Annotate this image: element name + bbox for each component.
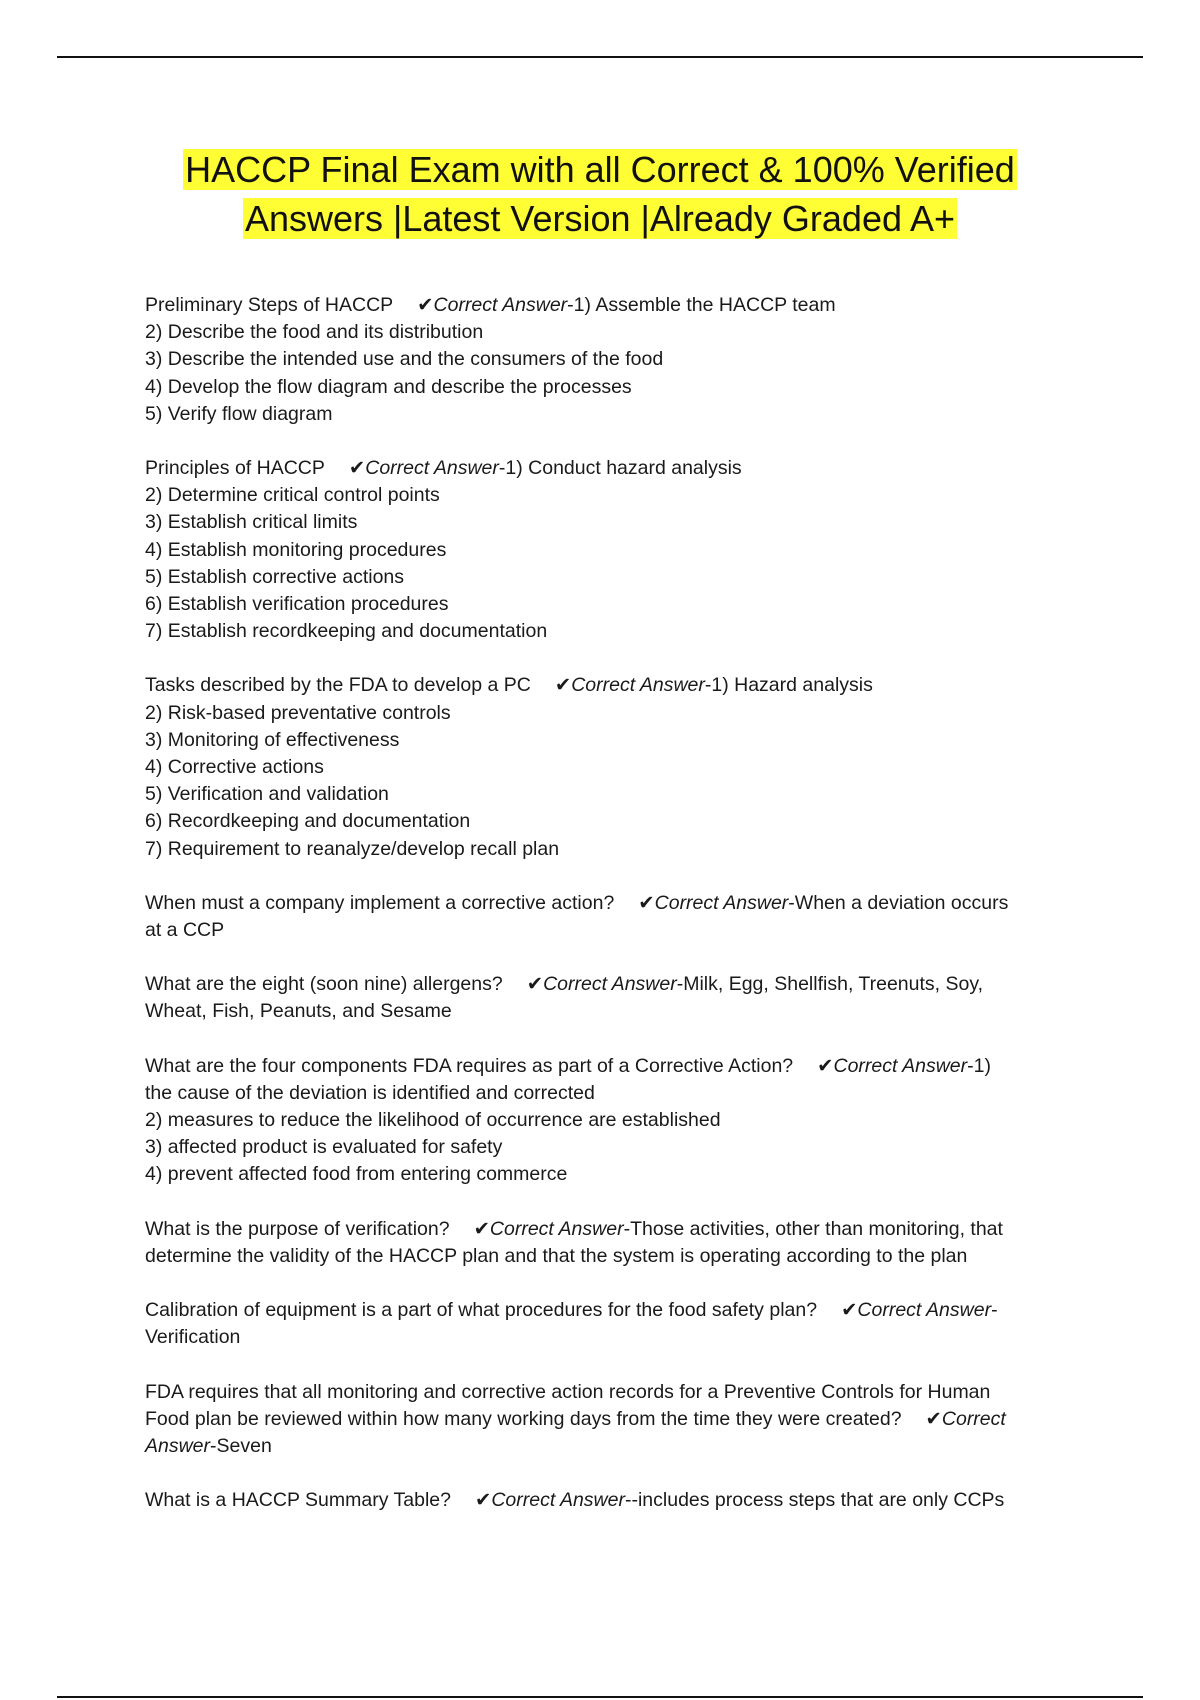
check-icon: ✔ <box>473 1217 490 1240</box>
answer-line: 7) Establish recordkeeping and documentation <box>145 620 548 643</box>
correct-answer-label: ✔Correct Answer <box>474 1489 625 1512</box>
answer-line: Verification <box>145 1326 241 1349</box>
answer-text: -Those activities, other than monitoring, that <box>623 1217 1003 1240</box>
qa-item <box>145 292 1065 428</box>
answer-text: --includes process steps that are only CCPs <box>624 1489 1005 1512</box>
correct-answer-label: ✔Correct Answer <box>473 1217 624 1240</box>
question-text: What is the purpose of verification? <box>145 1217 450 1240</box>
qa-item <box>145 672 1065 862</box>
answer-text: -Milk, Egg, Shellfish, Treenuts, Soy, <box>676 973 984 996</box>
answer-line: 3) Establish critical limits <box>145 511 358 534</box>
correct-answer-label: ✔Correct Answer <box>817 1054 968 1077</box>
answer-text: - <box>991 1299 998 1322</box>
qa-item <box>145 971 1065 1025</box>
answer-text: -When a deviation occurs <box>788 891 1009 914</box>
correct-answer-label: ✔Correct Answer <box>638 891 789 914</box>
answer-line: 7) Requirement to reanalyze/develop recall plan <box>145 837 560 860</box>
answer-line: 2) Risk-based preventative controls <box>145 701 451 724</box>
answer-text: -1) Assemble the HACCP team <box>567 294 836 316</box>
qa-item <box>145 1487 1065 1514</box>
correct-answer-label: ✔Correct Answer <box>417 294 568 316</box>
answer-line: 4) Corrective actions <box>145 756 324 779</box>
page-title <box>100 145 1100 243</box>
check-icon: ✔ <box>925 1407 942 1430</box>
question-text: Calibration of equipment is a part of what procedures for the food safety plan? <box>145 1299 818 1322</box>
answer-line: 2) measures to reduce the likelihood of occurrence are established <box>145 1109 721 1132</box>
qa-item <box>145 1297 1065 1351</box>
check-icon: ✔ <box>474 1489 492 1512</box>
question-text: What is a HACCP Summary Table? <box>145 1489 451 1512</box>
question-text: What are the eight (soon nine) allergens? <box>145 973 503 996</box>
question-text: FDA requires that all monitoring and corrective action records for a Preventive Controls for Human <box>145 1380 991 1403</box>
answer-line: the cause of the deviation is identified and corrected <box>145 1081 595 1104</box>
check-icon: ✔ <box>638 891 655 914</box>
answer-line: determine the validity of the HACCP plan and that the system is operating according to the plan <box>145 1244 968 1267</box>
answer-line: 3) Describe the intended use and the consumers of the food <box>145 348 664 371</box>
qa-item <box>145 1053 1065 1189</box>
answer-line: 4) Establish monitoring procedures <box>145 538 447 561</box>
question-text: Tasks described by the FDA to develop a PC <box>145 674 531 697</box>
check-icon: ✔ <box>817 1054 834 1077</box>
correct-answer-label-part2: Answer <box>145 1434 211 1457</box>
check-icon: ✔ <box>417 294 434 316</box>
top-rule <box>57 56 1143 58</box>
check-icon: ✔ <box>348 457 366 480</box>
answer-line: 3) affected product is evaluated for safety <box>145 1136 503 1159</box>
answer-line: 5) Verification and validation <box>145 783 389 806</box>
question-text-continued: Food plan be reviewed within how many working days from the time they were created? <box>145 1407 902 1430</box>
answer-line: 4) prevent affected food from entering commerce <box>145 1163 568 1186</box>
qa-list <box>145 292 1065 1541</box>
qa-item <box>145 890 1065 944</box>
question-text: What are the four components FDA requires as part of a Corrective Action? <box>145 1054 794 1077</box>
question-text: Preliminary Steps of HACCP <box>145 294 394 316</box>
answer-line: 6) Establish verification procedures <box>145 593 449 616</box>
answer-line: 5) Verify flow diagram <box>145 402 333 425</box>
question-text: Principles of HACCP <box>145 457 325 480</box>
answer-line: Wheat, Fish, Peanuts, and Sesame <box>145 1000 452 1023</box>
answer-line: at a CCP <box>145 919 225 942</box>
qa-item <box>145 1379 1065 1461</box>
check-icon: ✔ <box>841 1299 858 1322</box>
answer-line: 6) Recordkeeping and documentation <box>145 810 471 833</box>
correct-answer-label-part1: ✔Correct <box>925 1407 1006 1430</box>
answer-line: 3) Monitoring of effectiveness <box>145 728 400 751</box>
answer-text: -1) Conduct hazard analysis <box>498 457 742 480</box>
answer-text: -1) <box>967 1054 991 1077</box>
correct-answer-label: ✔Correct Answer <box>526 973 677 996</box>
title-line-1: HACCP Final Exam with all Correct & 100% Verified <box>185 149 1015 190</box>
correct-answer-label: ✔Correct Answer <box>554 674 705 697</box>
check-icon: ✔ <box>554 674 572 697</box>
question-text: When must a company implement a corrective action? <box>145 891 615 914</box>
title-line-2: Answers |Latest Version |Already Graded A+ <box>244 198 956 239</box>
correct-answer-label: ✔Correct Answer <box>841 1299 992 1322</box>
answer-text: -Seven <box>210 1434 272 1457</box>
check-icon: ✔ <box>526 973 544 996</box>
answer-line: 2) Determine critical control points <box>145 484 440 507</box>
answer-line: 2) Describe the food and its distribution <box>145 321 484 344</box>
answer-line: 5) Establish corrective actions <box>145 565 405 588</box>
answer-text: -1) Hazard analysis <box>704 674 873 697</box>
bottom-rule <box>57 1696 1143 1698</box>
qa-item <box>145 455 1065 645</box>
qa-item <box>145 1216 1065 1270</box>
correct-answer-label: ✔Correct Answer <box>348 457 499 480</box>
answer-line: 4) Develop the flow diagram and describe the processes <box>145 375 632 398</box>
